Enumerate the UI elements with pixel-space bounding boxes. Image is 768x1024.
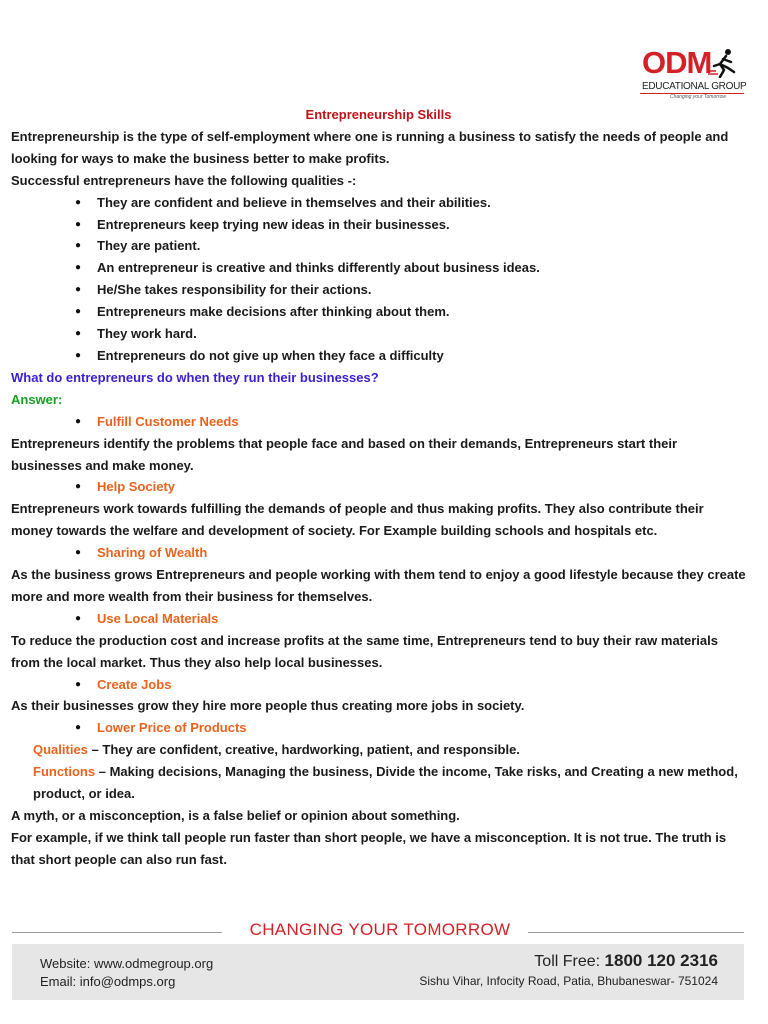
- logo-brand: ODM: [642, 45, 712, 80]
- list-item: ● Entrepreneurs keep trying new ideas in their businesses.: [11, 214, 746, 236]
- footer-email: Email: info@odmps.org: [40, 974, 176, 989]
- toll-label: Toll Free:: [534, 953, 605, 970]
- functions-summary: [11, 761, 746, 805]
- section-heading: [11, 476, 746, 498]
- list-item: ● They work hard.: [11, 323, 746, 345]
- footer-website: Website: www.odmegroup.org: [40, 956, 214, 971]
- list-item: ● Fulfill Customer Needs: [11, 411, 746, 433]
- page-title: Entrepreneurship Skills: [305, 107, 452, 122]
- section-heading: [11, 608, 746, 630]
- section-text: As the business grows Entrepreneurs and people working with them tend to enjoy a good lifestyle because they create more and more wealth from their business for themselves.: [11, 567, 746, 604]
- qualities-intro: Successful entrepreneurs have the following qualities -:: [11, 172, 357, 188]
- section-heading: [11, 542, 746, 564]
- document-body: [11, 104, 746, 871]
- list-item: ● Help Society: [11, 476, 746, 498]
- list-item: ● They are confident and believe in themselves and their abilities.: [11, 192, 746, 214]
- functions-text: – Making decisions, Managing the business, Divide the income, Take risks, and Creating a new method, product, or idea.: [33, 764, 738, 802]
- myth-definition: A myth, or a misconception, is a false belief or opinion about something.: [11, 808, 460, 823]
- section-heading: [11, 717, 746, 739]
- footer-heading: CHANGING YOUR TOMORROW: [249, 920, 511, 939]
- logo-subtitle: EDUCATIONAL GROUP: [642, 81, 747, 92]
- intro-paragraph: Entrepreneurship is the type of self-employment where one is running a business to satisfy the needs of people and looking for ways to make the business better to make profits.: [11, 128, 729, 166]
- list-item: ● An entrepreneur is creative and thinks differently about business ideas.: [11, 257, 746, 279]
- footer-divider-left: [12, 932, 222, 933]
- qualities-label: Qualities: [33, 742, 88, 758]
- section-text: Entrepreneurs identify the problems that people face and based on their demands, Entrepreneurs start their businesses and make money.: [11, 435, 678, 473]
- qualities-summary: [11, 739, 746, 761]
- section-heading: [11, 411, 746, 433]
- toll-number: 1800 120 2316: [604, 951, 718, 970]
- section-text: Entrepreneurs work towards fulfilling the demands of people and thus making profits. They also contribute their money towards the welfare and development of society. For Example building schools and hospitals etc.: [11, 501, 704, 539]
- list-item: ● Entrepreneurs make decisions after thinking about them.: [11, 301, 746, 323]
- footer-contact-box: [12, 944, 744, 1000]
- question: What do entrepreneurs do when they run their businesses?: [11, 369, 379, 385]
- list-item: ● Lower Price of Products: [11, 717, 746, 739]
- footer-divider-right: [528, 932, 744, 933]
- list-item: ● Entrepreneurs do not give up when they face a difficulty: [11, 345, 746, 367]
- answer-label: Answer:: [11, 391, 63, 407]
- footer-toll-free: [534, 951, 718, 971]
- odm-logo: [640, 46, 746, 102]
- list-item: ● They are patient.: [11, 235, 746, 257]
- list-item: ● Sharing of Wealth: [11, 542, 746, 564]
- section-text: As their businesses grow they hire more people thus creating more jobs in society.: [11, 698, 525, 714]
- myth-example: For example, if we think tall people run faster than short people, we have a misconception. It is not true. The truth is that short people can also run fast.: [11, 829, 727, 867]
- logo-tagline: Changing your Tomorrow: [670, 94, 726, 100]
- section-text: To reduce the production cost and increase profits at the same time, Entrepreneurs tend to buy their raw materials from the local market. Thus they also help local businesses.: [11, 632, 718, 670]
- list-item: ● Create Jobs: [11, 674, 746, 696]
- runner-icon: [706, 48, 740, 78]
- list-item: ● Use Local Materials: [11, 608, 746, 630]
- qualities-list: [11, 192, 746, 367]
- section-heading: [11, 674, 746, 696]
- functions-label: Functions: [33, 764, 96, 780]
- list-item: ● He/She takes responsibility for their actions.: [11, 279, 746, 301]
- footer-address: Sishu Vihar, Infocity Road, Patia, Bhubaneswar- 751024: [419, 974, 718, 988]
- qualities-text: – They are confident, creative, hardworking, patient, and responsible.: [87, 742, 520, 758]
